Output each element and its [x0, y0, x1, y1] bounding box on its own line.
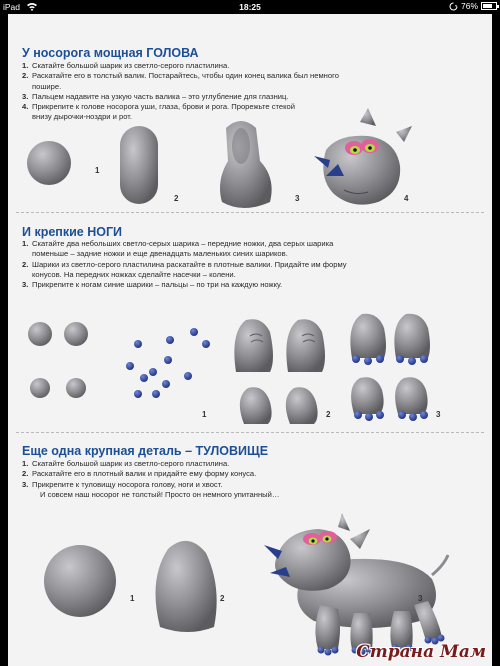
body-cone: [156, 541, 217, 632]
section1-step: 2. Раскатайте его в толстый валик. Постарайтесь, чтобы один конец валика был немного пошире.: [22, 71, 339, 91]
section3-step: 3. Прикрепите к туловищу носорога голову, ноги и хвост.: [22, 479, 223, 489]
legs-with-toes: [350, 314, 430, 421]
fig-label: 3: [418, 594, 423, 603]
section1-step: внизу дырочки-ноздри и рот.: [32, 112, 133, 122]
fig-label: 3: [436, 410, 441, 419]
finished-rhino: [264, 513, 448, 656]
clock: 18:25: [239, 2, 261, 12]
clay-roll: [120, 126, 158, 204]
section3-step: 2. Раскатайте его в плотный валик и придайте ему форму конуса.: [22, 469, 257, 479]
head-figures: [8, 106, 492, 224]
battery-fill: [483, 4, 492, 8]
blue-balls: [126, 328, 210, 398]
section2-title-caps: НОГИ: [87, 225, 123, 239]
body-ball: [44, 545, 116, 617]
section2-step: поменьше – задние ножки и еще двенадцать маленьких синих шариков.: [32, 249, 288, 259]
legs-figures: [8, 302, 492, 432]
section1-title-caps: ГОЛОВА: [146, 46, 199, 60]
fig-label: 1: [202, 410, 207, 419]
orientation-lock-icon: [449, 2, 458, 11]
body-figures: [8, 509, 492, 659]
section1-title-prefix: У носорога мощная: [22, 46, 147, 60]
fig-label: 1: [95, 166, 100, 175]
divider: [16, 212, 484, 213]
fig-label: 1: [130, 594, 135, 603]
section3-title: [22, 444, 268, 458]
clay-ball: [27, 141, 71, 185]
status-bar: [0, 0, 500, 14]
device-name: iPad: [3, 2, 21, 12]
section1-step: 3. Пальцем надавите на узкую часть валика – это углубление для глазниц.: [22, 91, 289, 101]
divider: [16, 432, 484, 433]
battery-icon: [481, 2, 497, 10]
rhino-head: [314, 108, 412, 205]
document-page: [8, 14, 492, 666]
section2-step: 1. Скатайте два небольших светло-серых шарика – передние ножки, два серых шарика: [22, 239, 334, 248]
section3-title-prefix: Еще одна крупная деталь –: [22, 444, 196, 458]
leg-cones: [234, 319, 325, 424]
section3-title-caps: ТУЛОВИЩЕ: [195, 444, 269, 458]
section3-step: 1. Скатайте большой шарик из светло-серого пластилина.: [22, 459, 230, 468]
section1-step: 1. Скатайте большой шарик из светло-серого пластилина.: [22, 61, 230, 70]
section1-title: [22, 46, 199, 60]
section1-step: 4. Прикрепите к голове носорога уши, глаза, брови и рога. Прорежьте стекой: [22, 102, 295, 112]
battery-percent: 76%: [460, 1, 478, 11]
section2-step: 2. Шарики из светло-серого пластилина раскатайте в плотные валики. Придайте им форму: [22, 259, 347, 269]
section2-title: [22, 225, 122, 239]
fig-label: 3: [295, 194, 300, 203]
section3-steps: [22, 459, 362, 500]
fig-label: 2: [326, 410, 331, 419]
leg-balls: [28, 322, 88, 398]
section2-steps: [22, 239, 382, 290]
section2-step: конусов. На передних ножках сделайте насечки – колени.: [32, 269, 236, 279]
section2-title-prefix: И крепкие: [22, 225, 88, 239]
status-right: [449, 1, 497, 11]
section3-step: И совсем наш носорог не толстый! Просто он немного упитанный…: [40, 489, 280, 499]
fig-label: 4: [404, 194, 409, 203]
fig-label: 2: [174, 194, 179, 203]
site-watermark: Страна Мам: [356, 642, 486, 662]
fig-label: 2: [220, 594, 225, 603]
section2-step: 3. Прикрепите к ногам синие шарики – пальцы – по три на каждую ножку.: [22, 280, 283, 290]
